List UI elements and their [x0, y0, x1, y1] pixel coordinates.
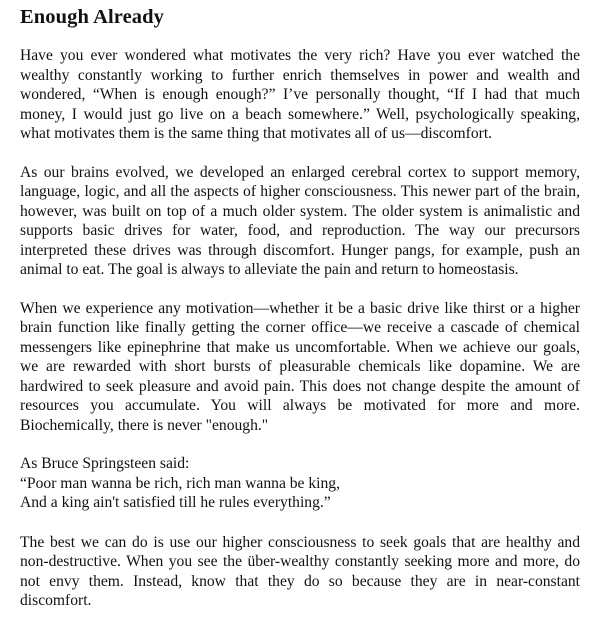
- closing-paragraph: The best we can do is use our higher consciousness to seek goals that are healthy and non-destructive. When you see the über-wealthy constantly seeking more and more, do not envy them. Instead, know that they do so because they are in near-constant discomfort.: [20, 533, 580, 609]
- article-title: Enough Already: [20, 6, 164, 28]
- quote-block: [20, 454, 580, 513]
- quote-intro: As Bruce Springsteen said:: [20, 455, 190, 472]
- paragraph-3: When we experience any motivation—whether it be a basic drive like thirst or a higher brain function like finally getting the corner office—we receive a cascade of chemical messengers like epinephrine that make us uncomfortable. When we achieve our goals, we are rewarded with short bursts of pleasurable chemicals like dopamine. We are hardwired to seek pleasure and avoid pain. This does not change despite the amount of resources you accumulate. You will always be motivated for more and more. Biochemically, there is never "enough.": [20, 299, 580, 434]
- paragraph-1: Have you ever wondered what motivates the very rich? Have you ever watched the wealthy constantly working to further enrich themselves in power and wealth and wondered, “When is enough enough?” I’ve personally thought, “If I had that much money, I would just go live on a beach somewhere.” Well, psychologically speaking, what motivates them is the same thing that motivates all of us—discomfort.: [20, 47, 580, 142]
- article: [20, 4, 580, 630]
- paragraph-2: As our brains evolved, we developed an enlarged cerebral cortex to support memory, language, logic, and all the aspects of higher consciousness. This newer part of the brain, however, was built on top of a much older system. The older system is animalistic and supports basic drives for water, food, and reproduction. The way our precursors interpreted these drives was through discomfort. Hunger pangs, for example, push an animal to eat. The goal is always to alleviate the pain and return to homeostasis.: [20, 163, 580, 278]
- quote-line-2: And a king ain't satisfied till he rules everything.”: [20, 494, 331, 511]
- quote-line-1: “Poor man wanna be rich, rich man wanna be king,: [20, 474, 340, 492]
